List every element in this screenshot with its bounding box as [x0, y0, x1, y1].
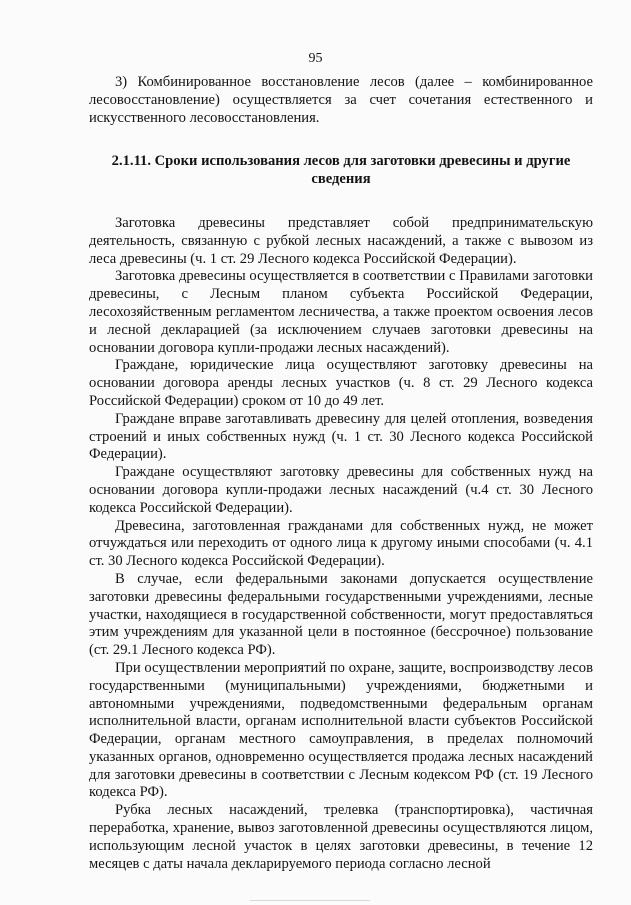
- document-body: [89, 74, 593, 873]
- paragraph-protection-measures: При осуществлении мероприятий по охране, защите, воспроизводству лесов государственными (муниципальными) учреждениями, бюджетными и автономными учреждениями, подведомственными федеральным органам исполнительной власти, органам исполнительной власти субъектов Российской Федерации, органам местного самоуправления, в пределах полномочий указанных органов, одновременно осуществляется продажа лесных насаждений для заготовки древесины в соответствии с Лесным кодексом РФ (ст. 19 Лесного кодекса РФ).: [89, 659, 593, 801]
- scan-edge-mark: [250, 900, 370, 901]
- paragraph-own-needs-contract: Граждане осуществляют заготовку древесины для собственных нужд на основании договора купли-продажи лесных насаждений (ч.4 ст. 30 Лесного кодекса Российской Федерации).: [89, 464, 593, 516]
- section-heading: 2.1.11. Сроки использования лесов для заготовки древесины и другие сведения: [111, 153, 571, 188]
- paragraph-logging-period: Рубка лесных насаждений, трелевка (транспортировка), частичная переработка, хранение, вывоз заготовленной древесины осуществляются лицом, использующим лесной участок в целях заготовки древесины, в течение 12 месяцев с даты начала декларируемого периода согласно лесной: [89, 802, 593, 872]
- paragraph-alienation-ban: Древесина, заготовленная гражданами для собственных нужд, не может отчуждаться или переходить от одного лица к другому иными способами (ч. 4.1 ст. 30 Лесного кодекса Российской Федерации).: [89, 517, 593, 570]
- paragraph-harvesting-rules: Заготовка древесины осуществляется в соответствии с Правилами заготовки древесины, с Лесным планом субъекта Российской Федерации, лесохозяйственным регламентом лесничества, а также проектом освоения лесов и лесной декларацией (за исключением случаев заготовки древесины на основании договора купли-продажи лесных насаждений).: [89, 268, 593, 356]
- paragraph-federal-institutions: В случае, если федеральными законами допускается осуществление заготовки древесины федеральными государственными учреждениями, лесные участки, находящиеся в государственной собственности, могут предоставляться этим учреждениям для указанной цели в постоянное (бессрочное) пользование (ст. 29.1 Лесного кодекса РФ).: [89, 570, 593, 659]
- page-number: 95: [308, 51, 323, 66]
- paragraph-lease-term: Граждане, юридические лица осуществляют заготовку древесины на основании договора аренды лесных участков (ч. 8 ст. 29 Лесного кодекса Российской Федерации) сроком от 10 до 49 лет.: [89, 357, 593, 409]
- intro-paragraph: 3) Комбинированное восстановление лесов (далее – комбинированное лесовосстановление) осуществляется за счет сочетания естественного и искусственного лесовосстановления.: [89, 74, 593, 126]
- paragraph-timber-harvesting-definition: Заготовка древесины представляет собой предпринимательскую деятельность, связанную с рубкой лесных насаждений, а также с вывозом из леса древесины (ч. 1 ст. 29 Лесного кодекса Российской Федерации).: [89, 214, 593, 267]
- paragraph-own-needs-right: Граждане вправе заготавливать древесину для целей отопления, возведения строений и иных собственных нужд (ч. 1 ст. 30 Лесного кодекса Российской Федерации).: [89, 410, 593, 463]
